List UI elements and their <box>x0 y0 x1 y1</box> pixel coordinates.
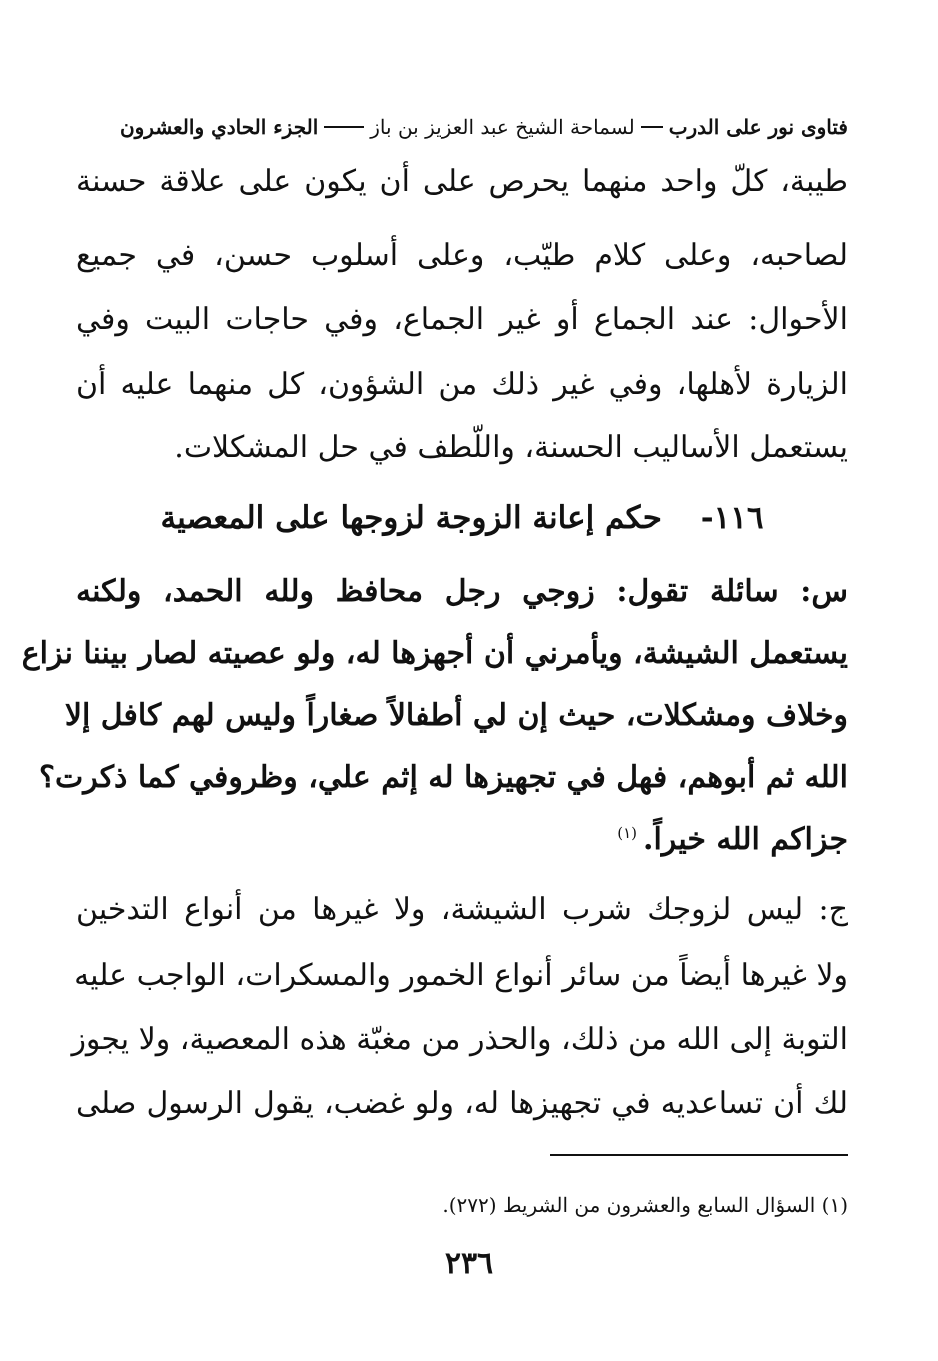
header-separator <box>641 126 663 128</box>
footnote: (١) السؤال السابع والعشرون من الشريط (٢٧٢). <box>442 1193 848 1217</box>
footnote-reference: (١) <box>617 824 637 842</box>
answer-line: ولا غيرها أيضاً من سائر أنواع الخمور والمسكرات، الواجب عليه <box>74 958 848 993</box>
question-line: الله ثم أبوهم، فهل في تجهيزها له إثم علي، وظروفي كما ذكرت؟ <box>39 760 848 795</box>
question-line <box>76 818 848 862</box>
author-name: لسماحة الشيخ عبد العزيز بن باز <box>370 115 635 139</box>
question-closing: جزاكم الله خيراً. <box>643 822 848 857</box>
footnote-divider <box>550 1154 848 1156</box>
answer-line: التوبة إلى الله من ذلك، والحذر من مغبّة هذه المعصية، ولا يجوز <box>71 1022 848 1057</box>
section-number: ١١٦- <box>700 500 764 536</box>
body-line: لصاحبه، وعلى كلام طيّب، وعلى أسلوب حسن، في جميع <box>76 238 848 273</box>
body-line: الأحوال: عند الجماع أو غير الجماع، وفي حاجات البيت وفي <box>76 302 848 337</box>
running-header <box>82 112 848 142</box>
body-line: طيبة، كلّ واحد منهما يحرص على أن يكون على علاقة حسنة <box>76 164 848 199</box>
answer-line: لك أن تساعديه في تجهيزها له، ولو غضب، يقول الرسول صلى <box>76 1086 848 1121</box>
volume-label: الجزء الحادي والعشرون <box>119 115 319 139</box>
question-line: يستعمل الشيشة، ويأمرني أن أجهزها له، ولو عصيته لصار بيننا نزاع <box>21 636 848 671</box>
page-number: ٢٣٦ <box>444 1246 494 1281</box>
question-line: وخلاف ومشكلات، حيث إن لي أطفالاً صغاراً وليس لهم كافل إلا <box>64 698 848 733</box>
section-title: حكم إعانة الزوجة لزوجها على المعصية <box>160 500 662 536</box>
answer-line: ج: ليس لزوجك شرب الشيشة، ولا غيرها من أنواع التدخين <box>76 892 848 927</box>
body-line: الزيارة لأهلها، وفي غير ذلك من الشؤون، كل منهما عليه أن <box>76 367 848 402</box>
section-heading <box>76 496 848 540</box>
book-title: فتاوى نور على الدرب <box>668 115 848 139</box>
body-line: يستعمل الأساليب الحسنة، واللّطف في حل المشكلات. <box>174 430 848 465</box>
header-separator <box>324 126 364 128</box>
question-line: س: سائلة تقول: زوجي رجل محافظ ولله الحمد، ولكنه <box>76 574 848 609</box>
